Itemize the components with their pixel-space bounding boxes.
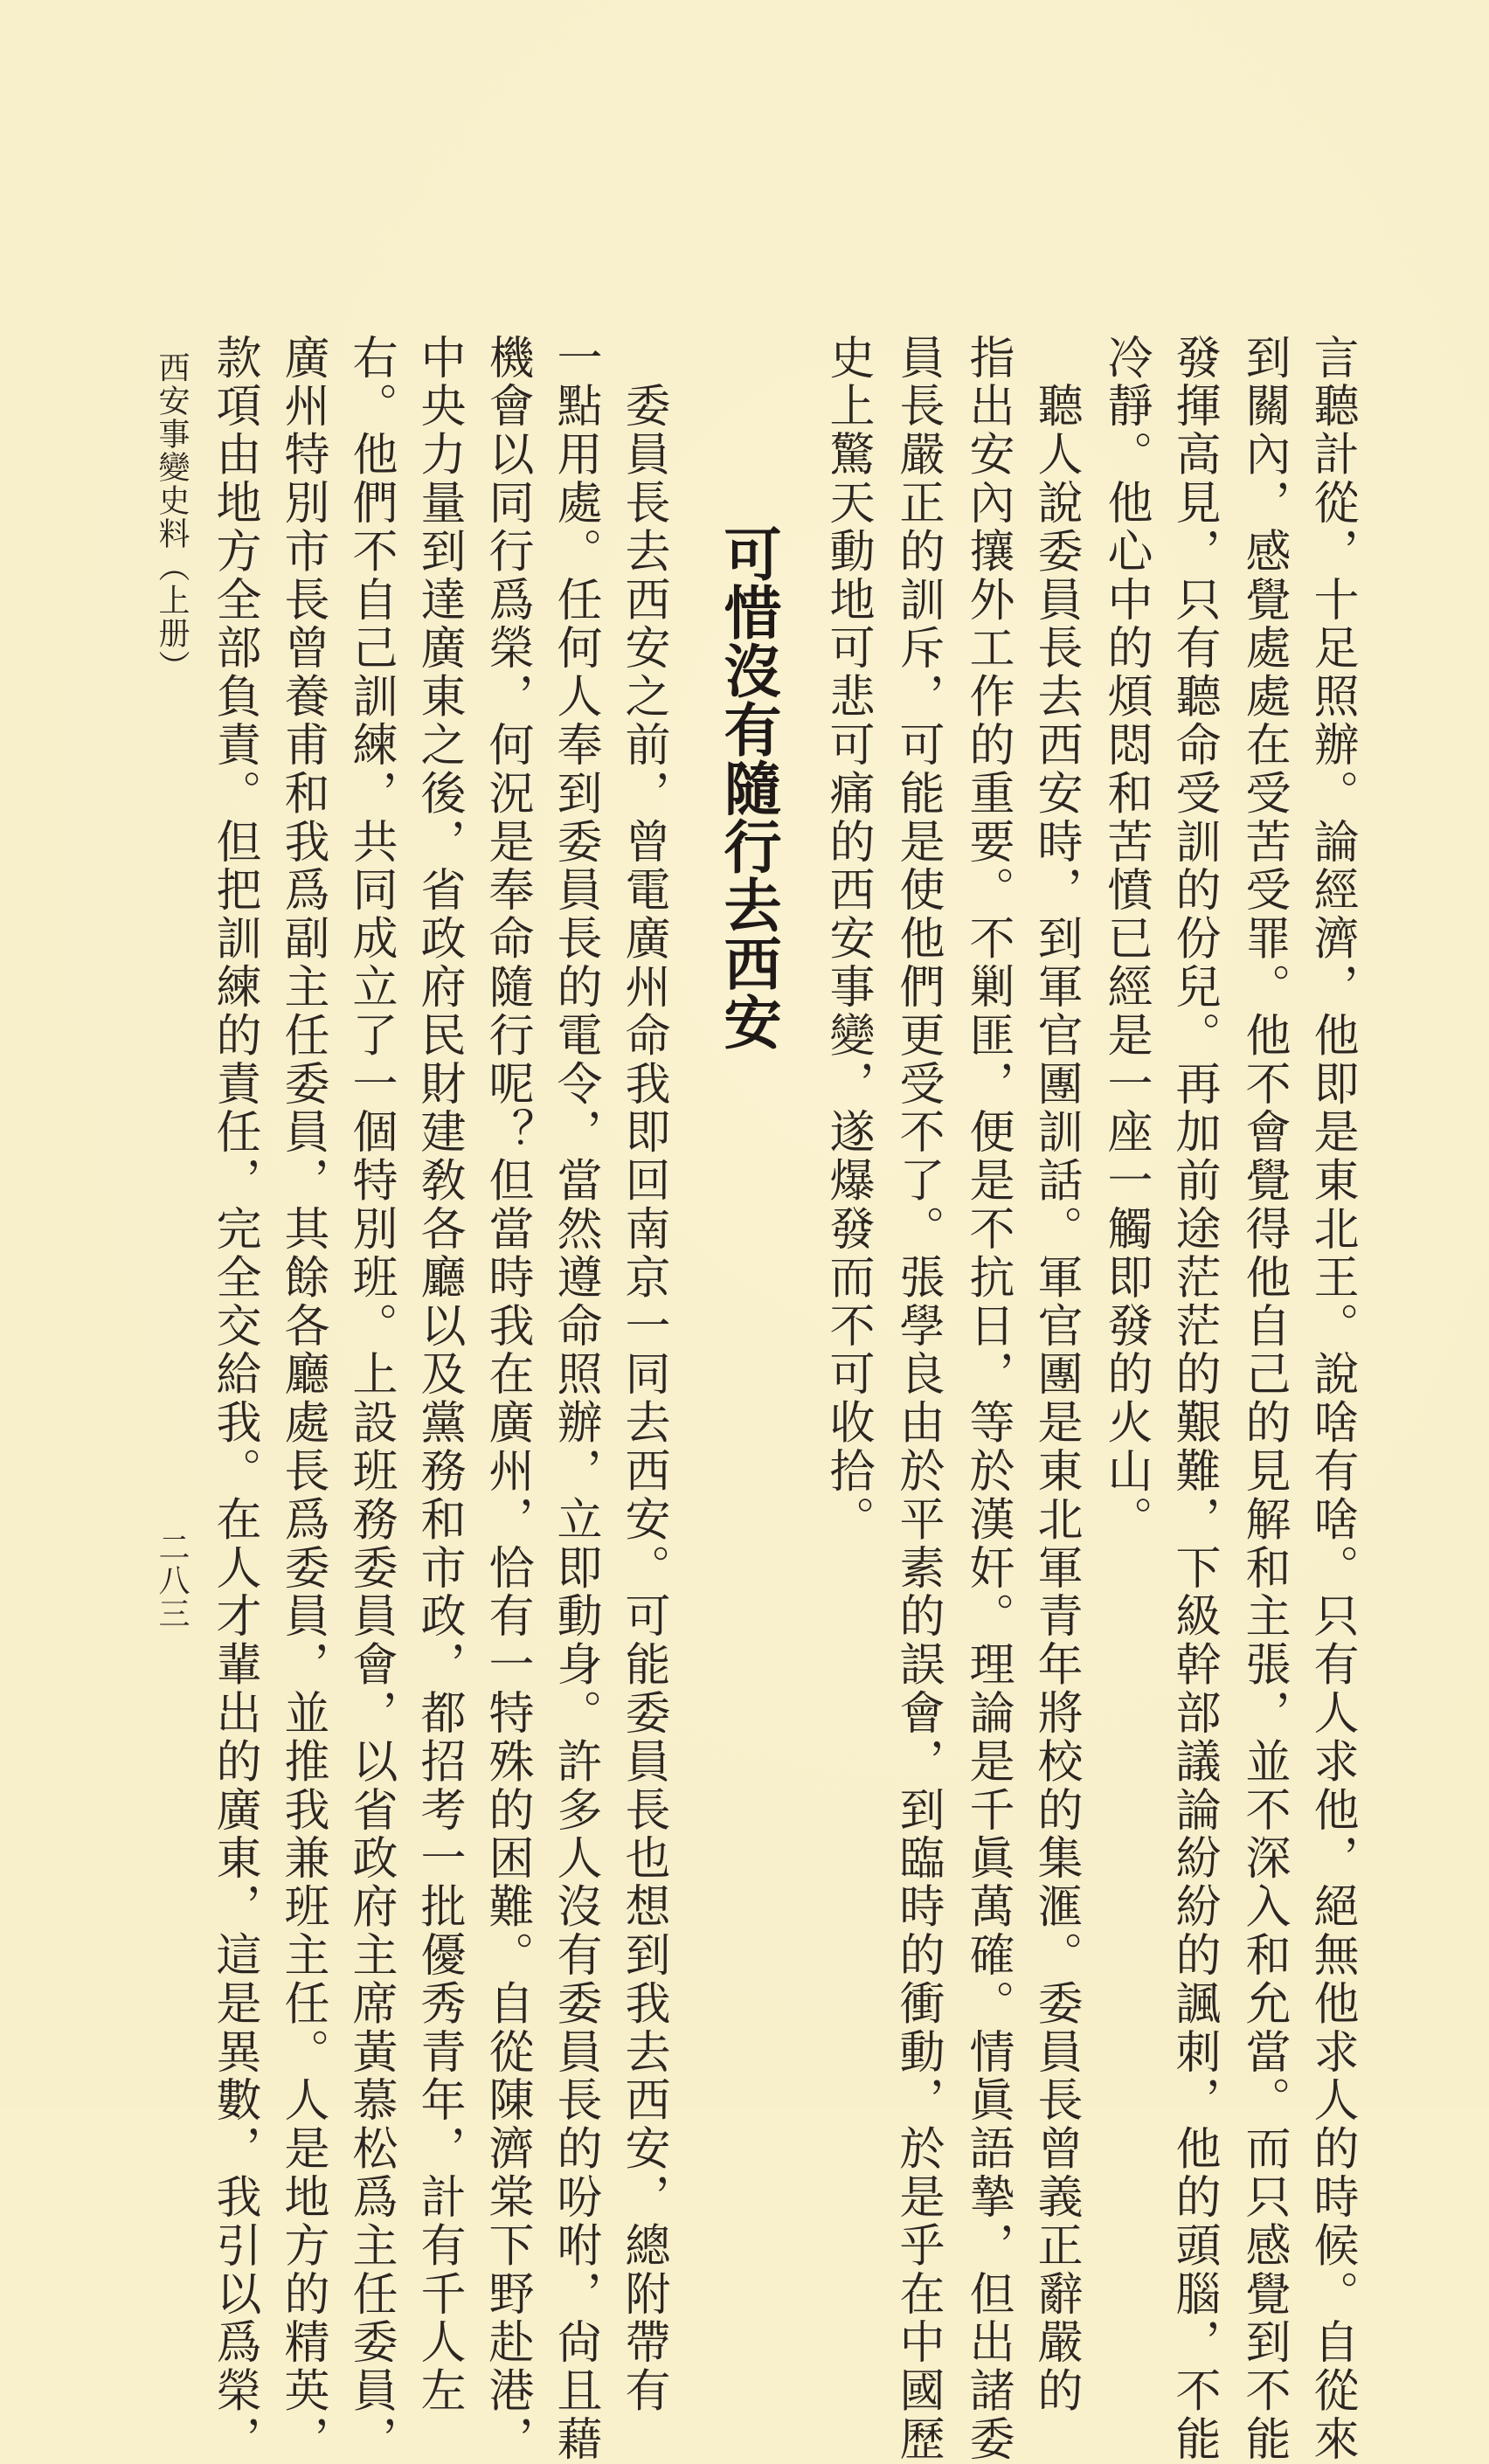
section-column-7: 款項由地方全部負責。但把訓練的責任，完全交給我。在人才輩出的廣東，這是異數，我引以爲榮，	[208, 334, 260, 2464]
section-heading: 可惜沒有隨行去西安	[714, 524, 781, 1051]
text-column-1: 言聽計從，十足照辦。論經濟，他即是東北王。說啥有啥。只有人求他，絕無他求人的時候。自從來	[1305, 334, 1358, 2464]
section-column-4: 中央力量到達廣東之後，省政府民財建敎各廳以及黨務和市政，都招考一批優秀青年，計有千人左	[412, 334, 465, 2416]
section-column-5: 右。他們不自己訓練，共同成立了一個特別班。上設班務委員會，以省政府主席黃慕松爲主任委員，	[344, 334, 397, 2464]
text-column-2: 到關內，感覺處處在受苦受罪。他不會覺得他自己的見解和主張，並不深入和允當。而只感覺到不能	[1237, 334, 1290, 2464]
text-column-3: 發揮高見，只有聽命受訓的份兒。再加前途茫茫的艱難，下級幹部議論紛紛的諷刺，他的頭腦，不能	[1167, 334, 1220, 2464]
section-column-1: 委員長去西安之前，曾電廣州命我即回南京一同去西安。可能委員長也想到我去西安，總附帶有	[617, 334, 669, 2416]
section-column-6: 廣州特別市長曾養甫和我爲副主任委員，其餘各廳處長爲委員，並推我兼班主任。人是地方的精英，	[276, 334, 329, 2464]
text-column-8: 史上驚天動地可悲可痛的西安事變，遂爆發而不可收拾。	[821, 334, 874, 1544]
text-column-6: 指出安內攘外工作的重要。不剿匪，便是不抗日，等於漢奸。理論是千眞萬確。情眞語摯，但出諸委	[961, 334, 1014, 2464]
text-column-4: 冷靜。他心中的煩悶和苦憤已經是一座一觸即發的火山。	[1099, 334, 1152, 1544]
section-column-2: 一點用處。任何人奉到委員長的電令，當然遵命照辦，立即動身。許多人沒有委員長的吩咐，尙且藉	[549, 334, 601, 2464]
text-column-5: 聽人說委員長去西安時，到軍官團訓話。軍官團是東北軍青年將校的集滙。委員長曾義正辭嚴的	[1029, 334, 1082, 2416]
section-column-3: 機會以同行爲榮，何況是奉命隨行呢？但當時我在廣州，恰有一特殊的困難。自從陳濟棠下野赴港，	[481, 334, 533, 2464]
text-column-7: 員長嚴正的訓斥，可能是使他們更受不了。張學良由於平素的誤會，到臨時的衝動，於是乎在中國歷	[891, 334, 944, 2464]
page-number: 二八三	[154, 1531, 190, 1630]
running-title: 西安事變史料（上册）	[154, 351, 190, 683]
